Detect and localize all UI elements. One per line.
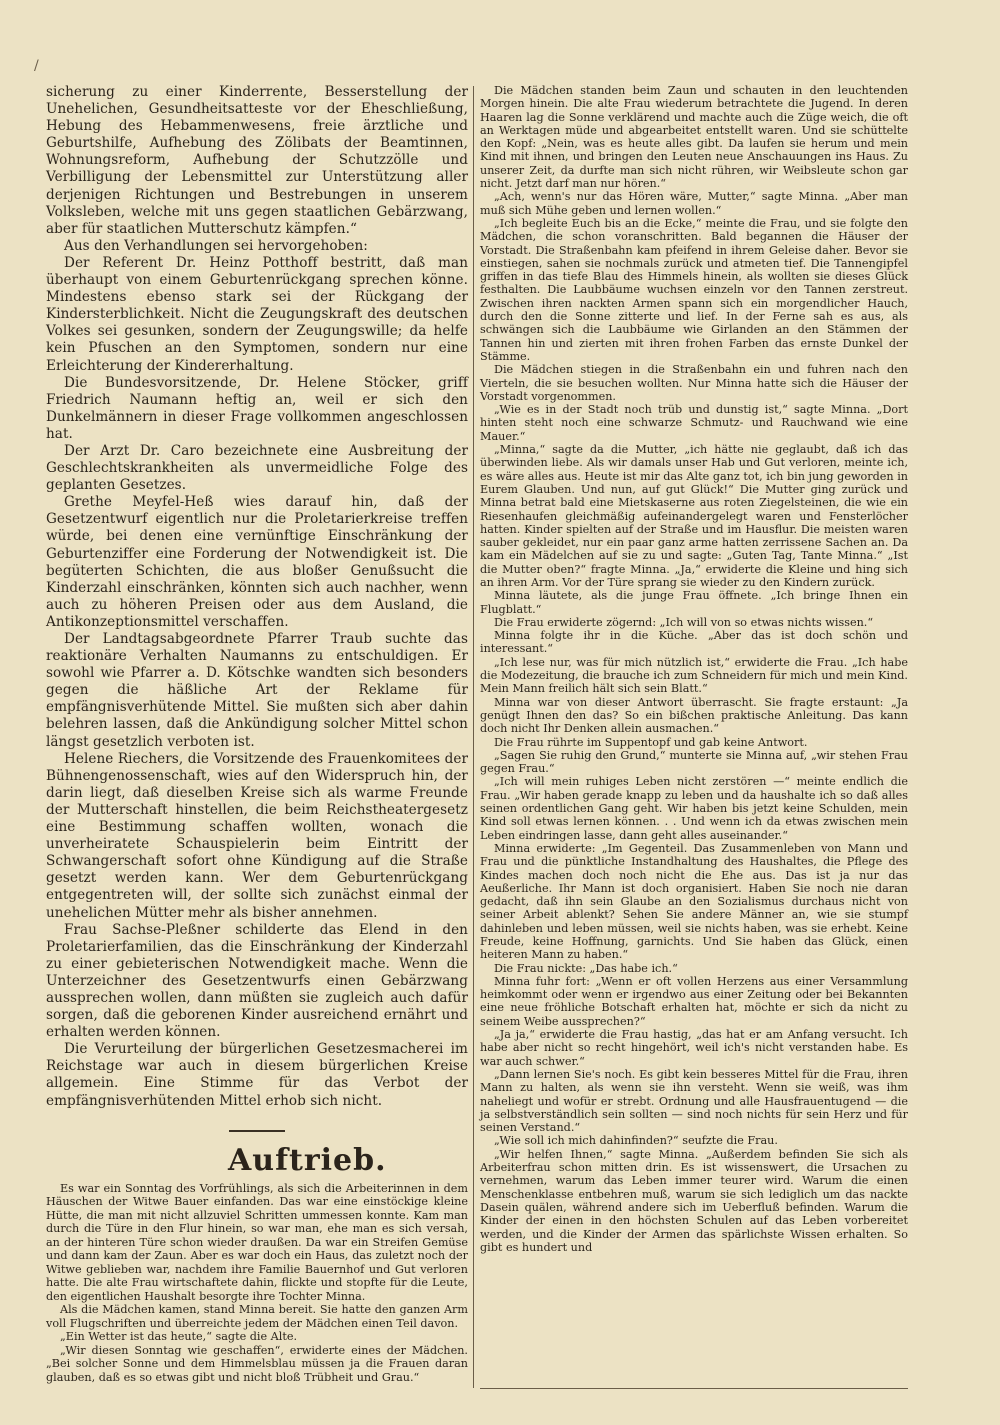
paragraph: „Ach, wenn's nur das Hören wäre, Mutter,“ sagte Minna. „Aber man muß sich Mühe geben und lernen wollen.“ [480,190,908,217]
story-continuation [480,84,908,1254]
paragraph: „Ich lese nur, was für mich nützlich ist,“ erwiderte die Frau. „Ich habe die Modezeitung, die brauche ich zum Schneidern für mich und mein Kind. Mein Mann freilich hält sich sein Blatt.“ [480,655,908,696]
paragraph: Die Mädchen standen beim Zaun und schauten in den leuchtenden Morgen hinein. Die alte Frau wiederum betrachtete die Jugend. In deren Haaren lag die Sonne verklärend und machte auch die Züge weich, die oft an Werktagen müde und abgearbeitet entstellt waren. Und sie schüttelte den Kopf: „Nein, was es heute alles gibt. Da laufen sie herum und mein Kind mit ihnen, und bringen den Leuten neue Anschauungen ins Haus. Zu unserer Zeit, da durfte man sich nicht rühren, wir Weibsleute schon gar nicht. Jetzt darf man nur hören.“ [480,84,908,191]
right-column [480,84,908,1254]
paragraph: sicherung zu einer Kinderrente, Besserstellung der Unehelichen, Gesundheitsatteste vor der Eheschließung, Hebung des Hebammenwesens, freie ärztliche und Geburtshilfe, Aufhebung des Zölibats der Beamtinnen, Wohnungsreform, Aufhebung der Schutzzölle und Verbilligung der Lebensmittel zur Unterstützung aller derjenigen Richtungen und Bestrebungen in unserem Volksleben, welche mit uns gegen staatlichen Gebärzwang, aber für staatlichen Mutterschutz kämpfen.“ [46,84,468,237]
paragraph: Die Bundesvorsitzende, Dr. Helene Stöcker, griff Friedrich Naumann heftig an, weil er sich den Dunkelmännern in dieser Frage vollkommen angeschlossen hat. [46,374,468,442]
paragraph: Als die Mädchen kamen, stand Minna bereit. Sie hatte den ganzen Arm voll Flugschriften und überreichte jedem der Mädchen einen Teil davon. [46,1303,468,1330]
paragraph: „Sagen Sie ruhig den Grund,“ munterte sie Minna auf, „wir stehen Frau gegen Frau.“ [480,748,908,776]
paragraph: Minna folgte ihr in die Küche. „Aber das ist doch schön und interessant.“ [480,629,908,656]
paragraph: Der Referent Dr. Heinz Potthoff bestritt, daß man überhaupt von einem Geburtenrückgang sprechen könne. Mindestens ebenso stark sei der Rückgang der Kindersterblichkeit. Nicht die Zeugungskraft des deutschen Volkes sei gesunken, sondern der Zeugungswille; da helfe kein Pfuschen an den Symptomen, sondern nur eine Erleichterung der Kindererhaltung. [46,254,468,374]
margin-pencil-mark: / [34,58,39,74]
paragraph: „Wie es in der Stadt noch trüb und dunstig ist,“ sagte Minna. „Dort hinten steht noch eine schwarze Schmutz- und Rauchwand wie eine Mauer.“ [480,403,908,443]
paragraph: Die Verurteilung der bürgerlichen Gesetzesmacherei im Reichstage war auch in diesem bürgerlichen Kreise allgemein. Eine Stimme für das Verbot der empfängnisverhütenden Mittel erhob sich nicht. [46,1041,468,1109]
column-divider [473,86,474,1388]
paragraph: Der Arzt Dr. Caro bezeichnete eine Ausbreitung der Geschlechtskrankheiten als unvermeidliche Folge des geplanten Gesetzes. [46,442,468,494]
story-auftrieb [46,1144,468,1385]
paragraph: „Ich will mein ruhiges Leben nicht zerstören —“ meinte endlich die Frau. „Wir haben gerade knapp zu leben und da haushalte ich so daß alles seinen ordentlichen Gang geht. Wir haben bis jetzt keine Schulden, mein Kind soll etwas lernen können. . . Und wenn ich da etwas zwischen mein Leben eindringen lasse, dann geht alles auseinander.“ [480,775,908,842]
paragraph: Frau Sachse-Pleßner schilderte das Elend in den Proletarierfamilien, das die Einschränkung der Kinderzahl zu einer gebieterischen Notwendigkeit mache. Wenn die Unterzeichner des Gesetzentwurfs einen Gebärzwang aussprechen wollen, dann müßten sie zugleich auch dafür sorgen, daß die geborenen Kinder ausreichend ernährt und erhalten werden können. [46,921,468,1041]
paragraph: Die Mädchen stiegen in die Straßenbahn ein und fuhren nach den Vierteln, die sie besuchen wollten. Nur Minna hatte sich die Häuser der Vorstadt vorgenommen. [480,363,908,403]
paragraph: „Wie soll ich mich dahinfinden?“ seufzte die Frau. [494,1134,778,1148]
paragraph: Der Landtagsabgeordnete Pfarrer Traub suchte das reaktionäre Verhalten Naumanns zu entschuldigen. Er sowohl wie Pfarrer a. D. Kötschke wandten sich besonders gegen die häßliche Art der Reklame für empfängnisverhütende Mittel. Sie mußten sich aber dahin belehren lassen, daß die Ankündigung solcher Mittel schon längst gesetzlich verboten ist. [46,631,468,750]
paragraph: Die Frau nickte: „Das habe ich.“ [494,961,678,975]
paragraph: „Wir diesen Sonntag wie geschaffen“, erwiderte eines der Mädchen. „Bei solcher Sonne und dem Himmelsblau müssen ja die Frauen daran glauben, daß es so etwas gibt und nicht bloß Trübheit und Grau.“ [46,1343,468,1384]
paragraph: „Dann lernen Sie's noch. Es gibt kein besseres Mittel für die Frau, ihren Mann zu halten, als wenn sie ihn versteht. Wenn sie weiß, was ihm naheliegt und wofür er strebt. Ordnung und alle Hausfrauentugend — die ja selbstverständlich sein sollten — sind noch nichts für sein Herz und für seinen Verstand.“ [480,1067,908,1135]
paragraph: Die Frau erwiderte zögernd: „Ich will von so etwas nichts wissen.“ [494,615,874,629]
paragraph: Minna fuhr fort: „Wenn er oft vollen Herzens aus einer Versammlung heimkommt oder wenn er irgendwo aus einer Zeitung oder bei Bekannten eine neue fröhliche Botschaft erhalten hat, möchte er sich da nicht zu seinem Weibe aussprechen?“ [480,974,908,1028]
paragraph: Helene Riechers, die Vorsitzende des Frauenkomitees der Bühnengenossenschaft, wies auf den Widerspruch hin, der darin liegt, daß dieselben Kreise sich als warme Freunde der Mutterschaft hinstellen, die beim Reichstheatergesetz eine Bestimmung schaffen wollten, wonach die unverheiratete Schauspielerin beim Eintritt der Schwangerschaft sofort ohne Kündigung auf die Straße gesetzt werden kann. Wer dem Geburtenrückgang entgegentreten will, der sollte sich zunächst einmal der unehelichen Mütter mehr als bisher annehmen. [46,750,468,921]
paragraph: „Ich begleite Euch bis an die Ecke,“ meinte die Frau, und sie folgte den Mädchen, die schon voranschritten. Bald begannen die Häuser der Vorstadt. Die Straßenbahn kam pfeifend in ihrem Geleise daher. Bevor sie einstiegen, sahen sie nochmals zurück und atmeten tief. Die Tannengipfel griffen in das tiefe Blau des Himmels hinein, als wollten sie dieses Glück festhalten. Die Laubbäume wuchsen einzeln vor den Tannen zerstreut. Zwischen ihren nackten Armen spann sich ein morgendlicher Hauch, durch den die Sonne zitterte und lief. In der Ferne sah es aus, als schwängen sich die Laubbäume wie Girlanden an den Stämmen der Tannen hin und zierten mit ihren frohen Farben das ernste Dunkel der Stämme. [480,216,908,363]
paragraph: „Ein Wetter ist das heute,“ sagte die Alte. [60,1330,297,1344]
section-divider [229,1130,285,1132]
paragraph: Minna läutete, als die junge Frau öffnete. „Ich bringe Ihnen ein Flugblatt.“ [480,589,908,616]
paragraph: „Wir helfen Ihnen,“ sagte Minna. „Außerdem befinden Sie sich als Arbeiterfrau schon mitten drin. Es ist wissenswert, die Ursachen zu vernehmen, warum das Leben immer teurer wird. Warum die einen Menschenklasse entbehren muß, warum sie sich lediglich um das nackte Dasein quälen, während andere sich im Ueberfluß befinden. Warum die Kinder der einen in den höchsten Schulen auf das Leben vorbereitet werden, und die Kinder der Armen das spärlichste Wissen erhalten. So gibt es hundert und [480,1147,908,1254]
paragraph: Es war ein Sonntag des Vorfrühlings, als sich die Arbeiterinnen in dem Häuschen der Witwe Bauer einfanden. Das war eine einstöckige kleine Hütte, die man mit nicht allzuviel Schritten ummessen konnte. Kam man durch die Türe in den Flur hinein, so war man, ehe man es sich versah, an der hinteren Türe schon wieder draußen. Da war ein Streifen Gemüse und dann kam der Zaun. Aber es war doch ein Haus, das zuletzt noch der Witwe geblieben war, nachdem ihre Familie Bauernhof und Gut verloren hatte. Die alte Frau wirtschaftete dahin, flickte und stopfte für die Leute, den eigentlichen Haushalt besorgte ihre Tochter Minna. [46,1181,468,1303]
story-title: Auftrieb. [228,1142,387,1178]
article-continuation [46,84,468,1110]
paragraph: Aus den Verhandlungen sei hervorgehoben: [64,237,368,254]
left-column [46,84,468,1384]
column-bottom-rule [480,1388,908,1389]
paragraph: Minna war von dieser Antwort überrascht. Sie fragte erstaunt: „Ja genügt Ihnen den das? So ein bißchen praktische Anleitung. Das kann doch nicht Ihr Denken allein ausmachen.“ [480,695,908,736]
paragraph: „Minna,“ sagte da die Mutter, „ich hätte nie geglaubt, daß ich das überwinden liebe. Als wir damals unser Hab und Gut verloren, meinte ich, es wäre alles aus. Heute ist mir das Alte ganz tot, ich bin jung geworden in Eurem Glauben. Und nun, auf gut Glück!“ Die Mutter ging zurück und Minna betrat bald eine Mietskaserne aus roten Ziegelsteinen, die wie ein Riesenhaufen gleichmäßig aufeinandergelegt waren und Fensterlöcher hatten. Kinder spielten auf der Straße und im Hausflur. Die meisten waren sauber gekleidet, nur ein paar ganz arme hatten zerrissene Sachen an. Da kam ein Mädelchen auf sie zu und sagte: „Guten Tag, Tante Minna.“ „Ist die Mutter oben?“ fragte Minna. „Ja,“ erwiderte die Kleine und hing sich an ihren Arm. Vor der Türe sprang sie wieder zu den Kindern zurück. [480,443,908,589]
paragraph: Grethe Meyfel-Heß wies darauf hin, daß der Gesetzentwurf eigentlich nur die Proletarierkreise treffen würde, bei denen eine vernünftige Einschränkung der Geburtenziffer eine Forderung der Notwendigkeit ist. Die begüterten Schichten, die aus bloßer Genußsucht die Kinderzahl einschränken, könnten sich auch nachher, wenn auch zu höheren Preisen oder aus dem Ausland, die Antikonzeptionsmittel verschaffen. [46,494,468,630]
paragraph: Die Frau rührte im Suppentopf und gab keine Antwort. [494,735,808,749]
paragraph: „Ja ja,“ erwiderte die Frau hastig, „das hat er am Anfang versucht. Ich habe aber nicht so recht hingehört, weil ich's nicht verstanden habe. Es war auch schwer.“ [480,1028,908,1068]
paragraph: Minna erwiderte: „Im Gegenteil. Das Zusammenleben von Mann und Frau und die pünktliche Instandhaltung des Haushaltes, die Pflege des Kindes machen doch noch nicht die Ehe aus. Das ist ja nur das Aeußerliche. Ihr Mann ist doch organisiert. Haben Sie noch nie daran gedacht, daß ihn sein Glaube an den Sozialismus durchaus nicht von seiner Arbeit ablenkt? Sehen Sie andere Männer an, wie sie stumpf dahinleben und leben müssen, weil sie nichts haben, was sie erhebt. Keine Freude, keine Hoffnung, garnichts. Und Sie haben das Glück, einen heiteren Mann zu haben.“ [480,841,908,962]
